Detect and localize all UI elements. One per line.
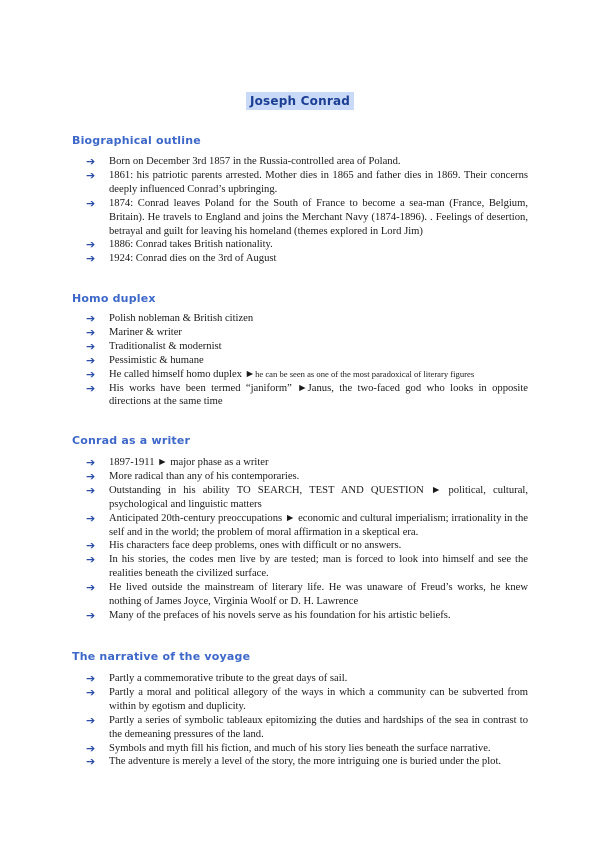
list-item-text: His works have been termed “janiform” ►Janus, the two-faced god who looks in opposite directions at the same time xyxy=(109,382,528,408)
section-heading-conrad-as-a-writer: Conrad as a writer xyxy=(72,434,191,447)
list-item-text: 1874: Conrad leaves Poland for the South of France to become a sea-man (France, Belgium, Britain). He travels to England and joins the Merchant Navy (1874-1896). . Feelings of desertion, betrayal and guilt for leaving his homeland (themes explored in Lord Jim) xyxy=(109,197,528,237)
arrow-right-icon: ➔ xyxy=(86,367,96,381)
title-wrapper xyxy=(0,92,600,110)
arrow-right-icon: ➔ xyxy=(86,353,96,367)
arrow-right-icon: ➔ xyxy=(86,539,96,553)
list-item-text: He called himself homo duplex ► xyxy=(109,368,256,380)
list-item xyxy=(86,484,528,512)
list-item-text: Traditionalist & modernist xyxy=(109,340,222,352)
section-heading-homo-duplex: Homo duplex xyxy=(72,292,156,305)
list-item xyxy=(86,539,528,553)
list-item-small-text: he can be seen as one of the most paradoxical of literary figures xyxy=(255,368,475,379)
list-item-text: He lived outside the mainstream of literary life. He was unaware of Freud’s works, he knew nothing of James Joyce, Virginia Woolf or D. H. Lawrence xyxy=(109,582,528,608)
list-biographical-outline xyxy=(86,155,528,266)
section-heading-biographical-outline: Biographical outline xyxy=(72,134,201,147)
arrow-right-icon: ➔ xyxy=(86,456,96,469)
arrow-right-icon: ➔ xyxy=(86,168,96,182)
arrow-right-icon: ➔ xyxy=(86,312,96,325)
list-item-text: Mariner & writer xyxy=(109,326,182,338)
list-homo-duplex xyxy=(86,312,528,409)
list-item-text: Anticipated 20th-century preoccupations ► economic and cultural imperialism; irrationality in the self and in the world; the problem of moral affirmation in a skeptical era. xyxy=(109,512,528,538)
list-item-text: Partly a moral and political allegory of the ways in which a community can be subverted from within by egotism and duplicity. xyxy=(109,686,528,712)
list-item xyxy=(86,368,528,382)
list-item xyxy=(86,382,528,410)
list-item-text: His characters face deep problems, ones with difficult or no answers. xyxy=(109,540,402,552)
list-item-text: Born on December 3rd 1857 in the Russia-controlled area of Poland. xyxy=(109,156,401,167)
list-item-text: More radical than any of his contemporaries. xyxy=(109,470,300,482)
arrow-right-icon: ➔ xyxy=(86,755,96,769)
list-item-text: 1897-1911 ► major phase as a writer xyxy=(109,457,269,468)
list-item-text: Partly a series of symbolic tableaux epitomizing the duties and hardships of the sea in contrast to the demeaning pressures of the land. xyxy=(109,714,528,740)
list-item xyxy=(86,354,528,368)
arrow-right-icon: ➔ xyxy=(86,741,96,755)
list-item xyxy=(86,340,528,354)
list-item xyxy=(86,672,528,686)
list-conrad-as-a-writer xyxy=(86,456,528,623)
arrow-right-icon: ➔ xyxy=(86,238,96,252)
list-item-text: In his stories, the codes men live by are tested; man is forced to look into himself and see the realities beneath the civilized surface. xyxy=(109,554,528,580)
list-item-text: 1861: his patriotic parents arrested. Mother dies in 1865 and father dies in 1869. Their concerns deeply influenced Conrad’s upbringing. xyxy=(109,169,528,195)
arrow-right-icon: ➔ xyxy=(86,685,96,699)
arrow-right-icon: ➔ xyxy=(86,608,96,622)
arrow-right-icon: ➔ xyxy=(86,511,96,525)
arrow-right-icon: ➔ xyxy=(86,325,96,339)
list-item xyxy=(86,238,528,252)
list-item xyxy=(86,197,528,239)
list-item xyxy=(86,742,528,756)
list-item xyxy=(86,326,528,340)
list-item-text: Polish nobleman & British citizen xyxy=(109,313,254,324)
list-item-text: Outstanding in his ability TO SEARCH, TEST AND QUESTION ► political, cultural, psychological and linguistic matters xyxy=(109,484,528,510)
list-item xyxy=(86,714,528,742)
list-item-text: Symbols and myth fill his fiction, and much of his story lies beneath the surface narrative. xyxy=(109,742,491,754)
list-item xyxy=(86,456,528,470)
arrow-right-icon: ➔ xyxy=(86,252,96,266)
list-item xyxy=(86,553,528,581)
arrow-right-icon: ➔ xyxy=(86,483,96,497)
page-title: Joseph Conrad xyxy=(246,92,354,110)
list-item xyxy=(86,470,528,484)
arrow-right-icon: ➔ xyxy=(86,196,96,210)
list-item-text: 1886: Conrad takes British nationality. xyxy=(109,239,273,251)
list-item xyxy=(86,609,528,623)
list-item xyxy=(86,686,528,714)
arrow-right-icon: ➔ xyxy=(86,469,96,483)
arrow-right-icon: ➔ xyxy=(86,339,96,353)
list-narrative-of-the-voyage xyxy=(86,672,528,769)
list-item-text: The adventure is merely a level of the story, the more intriguing one is buried under the plot. xyxy=(109,756,502,768)
list-item xyxy=(86,512,528,540)
list-item-text: Partly a commemorative tribute to the great days of sail. xyxy=(109,673,348,684)
arrow-right-icon: ➔ xyxy=(86,672,96,685)
arrow-right-icon: ➔ xyxy=(86,553,96,567)
arrow-right-icon: ➔ xyxy=(86,713,96,727)
list-item xyxy=(86,755,528,769)
list-item-text: Pessimistic & humane xyxy=(109,354,204,366)
list-item xyxy=(86,155,528,169)
list-item-text: 1924: Conrad dies on the 3rd of August xyxy=(109,253,277,265)
arrow-right-icon: ➔ xyxy=(86,381,96,395)
list-item xyxy=(86,581,528,609)
list-item xyxy=(86,169,528,197)
list-item xyxy=(86,312,528,326)
list-item xyxy=(86,252,528,266)
list-item-text: Many of the prefaces of his novels serve as his foundation for his artistic beliefs. xyxy=(109,609,451,621)
arrow-right-icon: ➔ xyxy=(86,155,96,168)
section-heading-narrative-of-the-voyage: The narrative of the voyage xyxy=(72,650,251,663)
arrow-right-icon: ➔ xyxy=(86,581,96,595)
